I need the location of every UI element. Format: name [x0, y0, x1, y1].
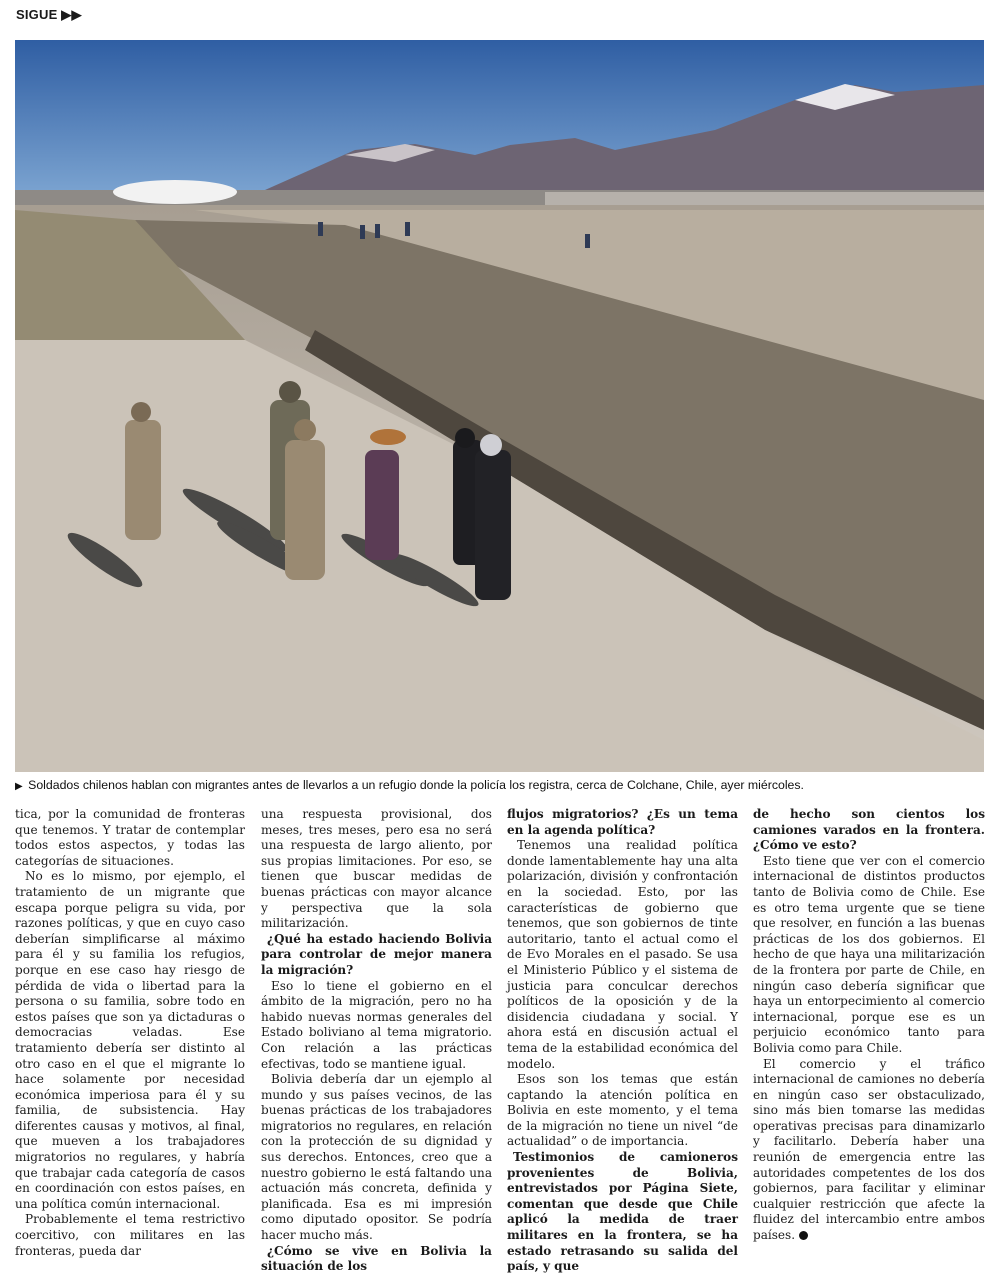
article-column-2: [261, 807, 492, 1275]
section-label: SIGUE ▶▶: [16, 7, 82, 22]
paragraph: Esos son los temas que están captando la atención política en Bolivia en este momento, y el tema de la migración no tiene un nivel “de actualidad” o de importancia.: [507, 1072, 738, 1149]
paragraph: tica, por la comunidad de fronteras que tenemos. Y tratar de contemplar todos estos aspectos, y todas las categorías de situaciones.: [15, 807, 245, 868]
interview-question: ¿Qué ha estado haciendo Bolivia para controlar de mejor manera la migración?: [261, 931, 492, 977]
caption-text: Soldados chilenos hablan con migrantes antes de llevarlos a un refugio donde la policía los registra, cerca de Colchane, Chile, ayer miércoles.: [28, 778, 804, 792]
caption-arrow-icon: ▶: [15, 781, 23, 792]
article-column-1: [15, 807, 245, 1259]
interview-question: de hecho son cientos los camiones varados en la frontera. ¿Cómo ve esto?: [753, 807, 985, 853]
paragraph: Bolivia debería dar un ejemplo al mundo y sus países vecinos, de las buenas prácticas de los trabajadores migratorios no regulares, en relación con la protección de su dignidad y sus derechos. Entonces, creo que a nuestro gobierno le está faltando una actuación más concreta, definida y planificada. Esa es mi impresión como diputado opositor. Se podría hacer mucho más.: [261, 1072, 492, 1243]
interview-question: flujos migratorios? ¿Es un tema en la agenda política?: [507, 807, 738, 837]
article-column-3: [507, 807, 738, 1275]
paragraph: una respuesta provisional, dos meses, tres meses, pero esa no será una respuesta de largo aliento, por sus propias limitaciones. Por eso, se tienen que buscar medidas de buenas prácticas con mayor alcance y perspectiva que la sola militarización.: [261, 807, 492, 931]
news-photo: [15, 40, 984, 772]
paragraph-text: El comercio y el tráfico internacional de camiones no debería en ningún caso ser obstaculizado, sino más bien tomarse las medidas operativas precisas para dinamizarlo y facilitarlo. Debería haber una reunión de emergencia entre las autoridades competentes de los dos gobiernos, para facilitar y eliminar cualquier restricción que afecte la fluidez del intercambio entre ambos países.: [753, 1056, 985, 1243]
paragraph: No es lo mismo, por ejemplo, el tratamiento de un migrante que escapa porque peligra su vida, por razones políticas, y que en cuyo caso deberían simplificarse al máximo para él y su familia los refugios, porque en ese caso hay riesgo de pérdida de vida o libertad para la persona o su familia, sobre todo en estos países que son ya dictaduras o democracias veladas. Ese tratamiento debería ser distinto al otro caso en el que el migrante lo hace solamente por necesidad económica imperiosa para él y su familia, de subsistencia. Hay diferentes causas y motivos, al final, que mueven a los trabajadores migratorios no regulares, y habría que trabajar cada categoría de casos en coordinación con estos países, en una política común internacional.: [15, 869, 245, 1211]
end-of-article-icon: [799, 1231, 808, 1240]
paragraph: Esto tiene que ver con el comercio internacional de distintos productos tanto de Bolivia como de Chile. Ese es otro tema urgente que se tiene que resolver, en función a las buenas prácticas de los dos gobiernos. El hecho de que haya una militarización de la frontera por parte de Chile, en ningún caso debería significar que haya un entorpecimiento al comercio internacional, porque ese es un perjuicio económico tanto para Bolivia como para Chile.: [753, 853, 985, 1055]
paragraph: Tenemos una realidad política donde lamentablemente hay una alta polarización, división y confrontación en la sociedad. Esto, por las características de gobierno que tenemos, que son gobiernos de tinte autoritario, tanto el actual como el de Evo Morales en el pasado. Se usa el Ministerio Público y el sistema de justicia para conculcar derechos políticos de la oposición y de la disidencia ciudadana y social. Y ahora está en discusión actual el tema de la estabilidad económica del modelo.: [507, 838, 738, 1071]
interview-question: ¿Cómo se vive en Bolivia la situación de los: [261, 1243, 492, 1274]
article-column-4: [753, 807, 985, 1244]
interview-question: Testimonios de camioneros provenientes de Bolivia, entrevistados por Página Siete, comentan que desde que Chile aplicó la medida de traer militares en la frontera, se ha estado retrasando su salida del país, y que: [507, 1150, 738, 1274]
paragraph: [753, 1057, 985, 1244]
paragraph: Eso lo tiene el gobierno en el ámbito de la migración, pero no ha habido nuevas normas generales del Estado boliviano al tema migratorio. Con relación a las prácticas efectivas, todo se mantiene igual.: [261, 978, 492, 1071]
paragraph: Probablemente el tema restrictivo coercitivo, con militares en las fronteras, pueda dar: [15, 1212, 245, 1258]
photo-caption: [15, 778, 985, 792]
